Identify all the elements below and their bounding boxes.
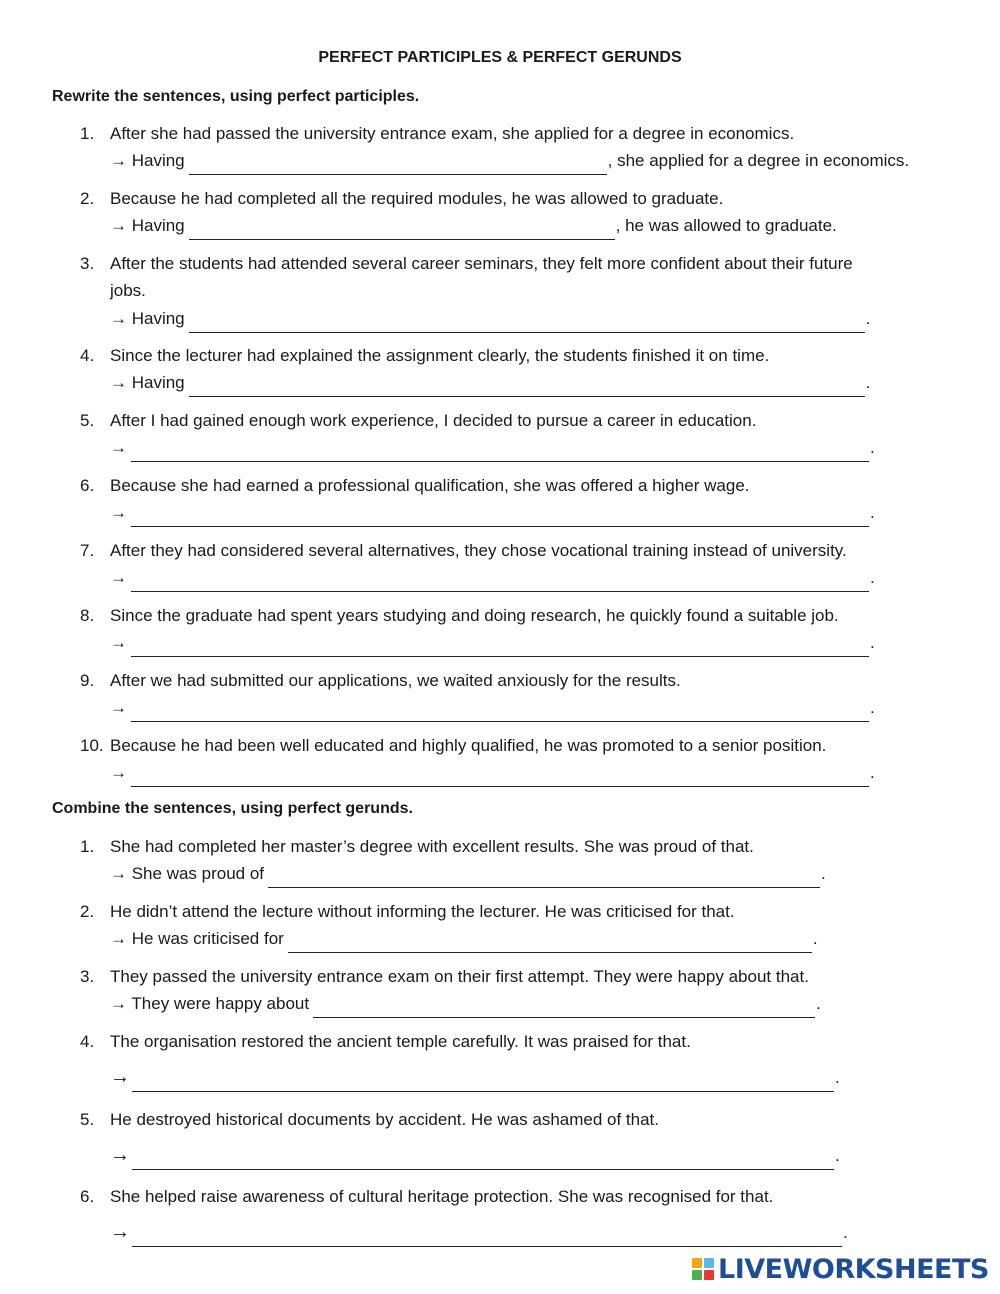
logo-block (692, 1270, 702, 1280)
answer-blank[interactable] (189, 314, 865, 333)
item-number: 2. (80, 902, 95, 921)
item-sentence: Because he had completed all the required modules, he was allowed to graduate. (110, 189, 724, 208)
item-number: 5. (80, 1110, 95, 1129)
answer-blank[interactable] (131, 443, 869, 462)
item-number: 10. (80, 736, 104, 755)
answer-prefix: → Having (110, 309, 185, 328)
answer-prefix: → (110, 633, 127, 652)
answer-suffix: . (812, 929, 818, 948)
item-sentence: He didn’t attend the lecture without informing the lecturer. He was criticised for that. (110, 902, 735, 921)
item-number: 6. (80, 1187, 95, 1206)
answer-blank[interactable] (131, 703, 869, 722)
item-sentence: After we had submitted our applications, we waited anxiously for the results. (110, 671, 681, 690)
item-sentence: After I had gained enough work experience, I decided to pursue a career in education. (110, 411, 757, 430)
answer-prefix: → (110, 1221, 130, 1243)
answer-prefix: → Having (110, 373, 185, 392)
answer-suffix: . (870, 633, 875, 652)
answer-prefix: → They were happy about (110, 994, 310, 1013)
answer-prefix: → Having (110, 151, 185, 170)
answer-suffix: . (835, 1068, 840, 1087)
liveworksheets-logo[interactable] (692, 1254, 989, 1284)
item-sentence: Since the graduate had spent years studying and doing research, he quickly found a suitable job. (110, 606, 839, 625)
answer-suffix: . (870, 503, 875, 522)
answer-suffix: . (835, 1146, 840, 1165)
item-sentence: Since the lecturer had explained the assignment clearly, the students finished it on time. (110, 346, 770, 365)
answer-suffix: , she applied for a degree in economics. (607, 151, 910, 170)
answer-blank[interactable] (189, 378, 865, 397)
answer-blank[interactable] (131, 508, 869, 527)
item-sentence: After the students had attended several career seminars, they felt more confident about their future (110, 254, 853, 273)
answer-blank[interactable] (132, 1228, 842, 1247)
answer-prefix: → She was proud of (110, 864, 265, 883)
answer-suffix: . (870, 763, 875, 782)
item-number: 3. (80, 254, 95, 273)
answer-suffix: . (816, 994, 821, 1013)
item-number: 8. (80, 606, 95, 625)
answer-blank[interactable] (131, 638, 869, 657)
item-number: 9. (80, 671, 95, 690)
item-sentence: He destroyed historical documents by accident. He was ashamed of that. (110, 1110, 660, 1129)
item-sentence-continuation: jobs. (110, 281, 146, 300)
answer-suffix: . (870, 568, 875, 587)
item-number: 2. (80, 189, 95, 208)
answer-blank[interactable] (132, 1151, 834, 1170)
answer-prefix: → (110, 698, 127, 717)
answer-blank[interactable] (132, 1073, 834, 1092)
answer-suffix: . (821, 864, 826, 883)
item-sentence: Because he had been well educated and highly qualified, he was promoted to a senior position. (110, 736, 827, 755)
answer-blank[interactable] (131, 768, 869, 787)
item-number: 1. (80, 124, 95, 143)
answer-prefix: → (110, 503, 127, 522)
answer-prefix: → Having (110, 216, 185, 235)
logo-text: LIVEWORKSHEETS (718, 1253, 989, 1285)
logo-blocks-icon (692, 1258, 714, 1280)
answer-blank[interactable] (288, 934, 812, 953)
answer-suffix: . (865, 309, 871, 328)
answer-suffix: . (870, 698, 875, 717)
answer-prefix: → (110, 1066, 130, 1088)
answer-blank[interactable] (313, 999, 815, 1018)
page-title: PERFECT PARTICIPLES & PERFECT GERUNDS (318, 49, 682, 66)
answer-prefix: → He was criticised for (110, 929, 284, 948)
answer-prefix: → (110, 1144, 130, 1166)
answer-blank[interactable] (189, 156, 607, 175)
item-number: 1. (80, 837, 95, 856)
answer-suffix: . (870, 438, 875, 457)
item-sentence: She helped raise awareness of cultural heritage protection. She was recognised for that. (110, 1187, 774, 1206)
section-heading-gerunds: Combine the sentences, using perfect gerunds. (52, 800, 413, 817)
answer-prefix: → (110, 438, 127, 457)
item-number: 4. (80, 346, 95, 365)
answer-suffix: , he was allowed to graduate. (615, 216, 837, 235)
item-sentence: She had completed her master’s degree with excellent results. She was proud of that. (110, 837, 754, 856)
item-sentence: Because she had earned a professional qualification, she was offered a higher wage. (110, 476, 750, 495)
item-number: 3. (80, 967, 95, 986)
item-sentence: After they had considered several alternatives, they chose vocational training instead of university. (110, 541, 847, 560)
answer-suffix: . (865, 373, 871, 392)
answer-suffix: . (843, 1223, 848, 1242)
answer-blank[interactable] (189, 221, 615, 240)
item-sentence: After she had passed the university entrance exam, she applied for a degree in economics. (110, 124, 795, 143)
answer-prefix: → (110, 568, 127, 587)
logo-block (692, 1258, 702, 1268)
item-number: 6. (80, 476, 95, 495)
section-heading-participles: Rewrite the sentences, using perfect participles. (52, 88, 420, 105)
answer-prefix: → (110, 763, 127, 782)
logo-block (704, 1258, 714, 1268)
logo-block (704, 1270, 714, 1280)
item-sentence: They passed the university entrance exam on their first attempt. They were happy about that. (110, 967, 809, 986)
answer-blank[interactable] (131, 573, 869, 592)
answer-blank[interactable] (268, 869, 820, 888)
item-number: 7. (80, 541, 95, 560)
item-number: 4. (80, 1032, 95, 1051)
item-sentence: The organisation restored the ancient temple carefully. It was praised for that. (110, 1032, 691, 1051)
item-number: 5. (80, 411, 95, 430)
